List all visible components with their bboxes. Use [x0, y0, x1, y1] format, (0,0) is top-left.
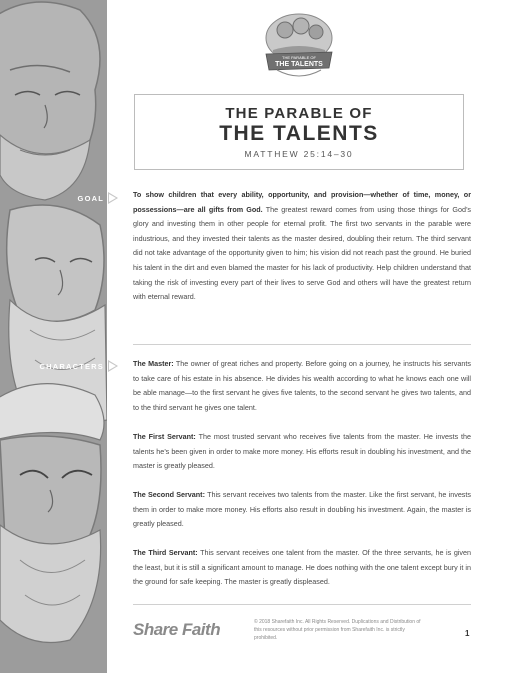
- page-title-line1: THE PARABLE OF: [225, 105, 373, 122]
- copyright-notice: © 2018 Sharefaith Inc. All Rights Reserved. Duplications and Distribution of this resources without prior permission from Sharefaith Inc. is strictly prohibited.: [254, 619, 421, 641]
- character-description: This servant receives two talents from the master. Like the first servant, he invests them in order to make more money. His efforts also result in doubling his investment. Again, the master is greatly pleased.: [133, 490, 471, 529]
- badge-line2: THE TALENTS: [275, 61, 323, 68]
- character-second-servant: [133, 488, 471, 532]
- goal-text: The greatest reward comes from using those things for God’s glory and investing them in other people for eternal profit. The first two servants in the parable were industrious, and they invested their talents as the master desired, doubling their return. The third servant did not take advantage of the opportunity given to him; his vision did not reach past the ground. He buried his talent in the dirt and even blamed the master for his lack of productivity. Help children understand that taking the risk of investing every part of their lives to serve God and others will have the greatest return with eternal reward.: [133, 204, 471, 302]
- page-title-line2: THE TALENTS: [219, 122, 379, 145]
- title-badge-illustration: [263, 8, 335, 84]
- character-name: The First Servant:: [133, 432, 196, 441]
- character-third-servant: [133, 546, 471, 590]
- characters-marker-icon: [108, 360, 118, 372]
- goal-label: GOAL: [77, 194, 104, 203]
- goal-paragraph: [133, 188, 471, 305]
- goal-marker-icon: [108, 192, 118, 204]
- character-description: The owner of great riches and property. Before going on a journey, he instructs his servants to take care of his estate in his absence. He divides his wealth according to what he knows each one will be able manage—to the first servant he gives five talents, to the second servant he gives two talents, and to the third servant he gives one talent.: [133, 359, 471, 412]
- character-first-servant: [133, 430, 471, 474]
- badge-line1: THE PARABLE OF: [282, 55, 316, 60]
- characters-label: CHARACTERS: [39, 362, 104, 371]
- footer-divider: [133, 604, 471, 605]
- character-description: The most trusted servant who receives five talents from the master. He invests the talents he’s been given in order to make more money. His efforts result in doubling his investment, and the master is greatly pleased.: [133, 432, 472, 471]
- character-master: [133, 357, 471, 415]
- page-number: 1: [465, 629, 470, 638]
- scripture-reference: MATTHEW 25:14–30: [244, 149, 354, 159]
- character-name: The Third Servant:: [133, 548, 198, 557]
- character-name: The Second Servant:: [133, 490, 205, 499]
- sidebar-illustration: [0, 0, 107, 673]
- title-box: [134, 94, 464, 170]
- section-divider: [133, 344, 471, 345]
- characters-illustration: [0, 0, 107, 673]
- character-name: The Master:: [133, 359, 174, 368]
- sharefaith-logo: Share Faith: [133, 620, 221, 639]
- goal-bold-text: To show children that every ability, opportunity, and provision—whether of time, money, or possessions—are all gifts from God.: [133, 190, 471, 214]
- character-description: This servant receives one talent from the master. Of the three servants, he is given the least, but it is still a significant amount to manage. He does nothing with the one talent except bury it in the ground for safe keeping. The master is greatly displeased.: [133, 548, 472, 587]
